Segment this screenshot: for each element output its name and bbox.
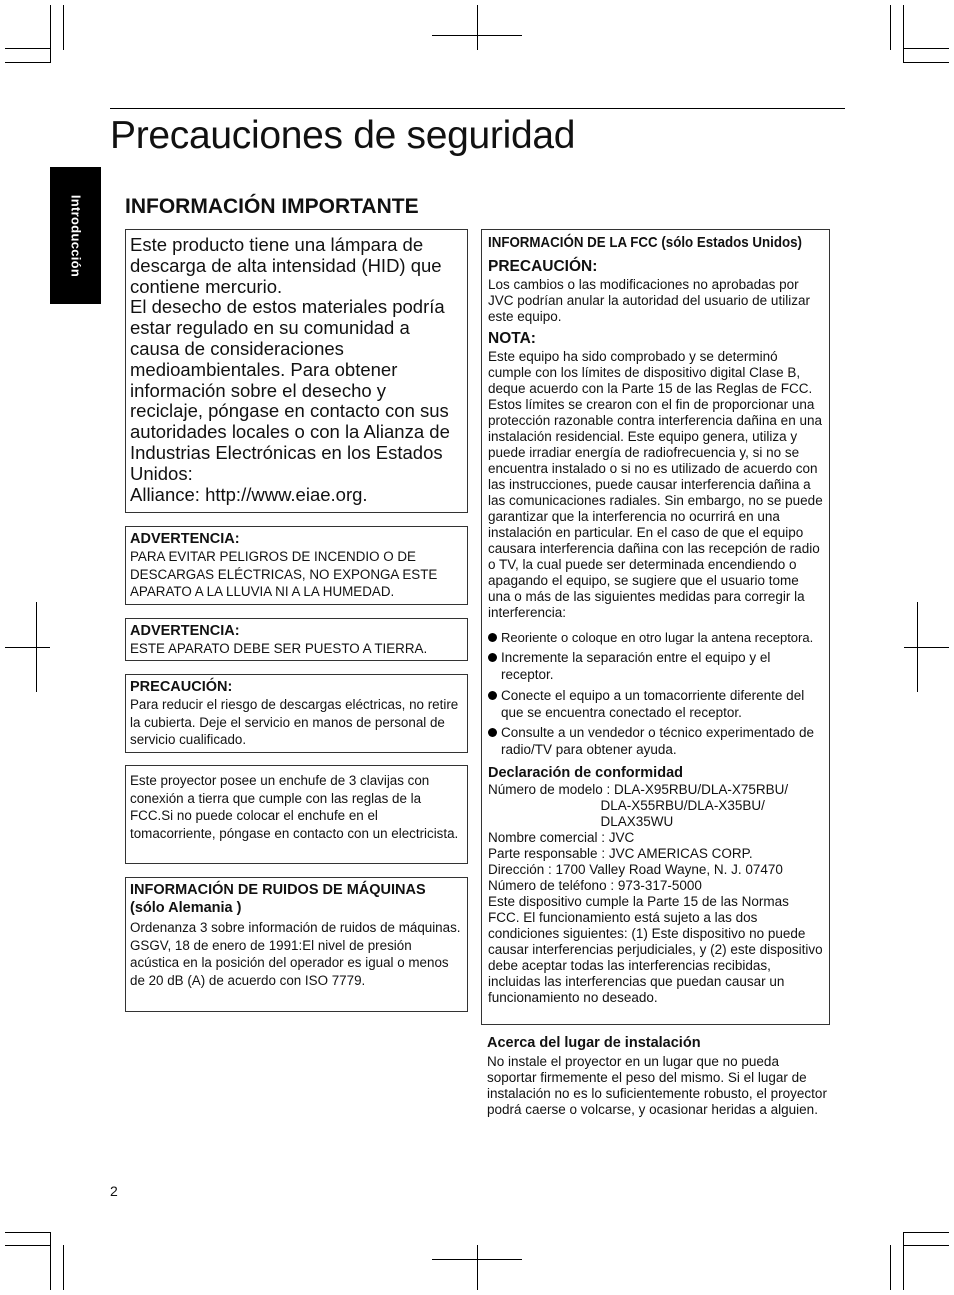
important-info-box: [125, 229, 468, 513]
bullet-icon: [488, 653, 497, 662]
warning-text: ESTE APARATO DEBE SER PUESTO A TIERRA.: [130, 641, 428, 656]
warning-text: PARA EVITAR PELIGROS DE INCENDIO O DE DESCARGAS ELÉCTRICAS, NO EXPONGA ESTE APARATO A LA LLUVIA NI A LA HUMEDAD.: [130, 549, 438, 599]
plug-note-box: [125, 765, 468, 864]
machine-noise-heading: INFORMACIÓN DE RUIDOS DE MÁQUINAS (sólo Alemania ): [130, 882, 426, 916]
page-title: Precauciones de seguridad: [110, 114, 576, 157]
section-tab-label: Introducción: [68, 194, 83, 277]
declaration-heading: Declaración de conformidad: [488, 765, 683, 782]
caution-box: [125, 674, 468, 753]
page-number: 2: [110, 1183, 118, 1199]
declaration-line: Número de modelo : DLA-X95RBU/DLA-X75RBU/: [488, 782, 789, 798]
list-item: Reoriente o coloque en otro lugar la antena receptora.: [488, 629, 823, 646]
declaration-line: Número de teléfono : 973-317-5000: [488, 878, 702, 894]
caution-text: Para reducir el riesgo de descargas eléctricas, no retire la cubierta. Deje el servicio en manos de personal de servicio cualificado.: [130, 697, 459, 747]
fcc-title: INFORMACIÓN DE LA FCC (sólo Estados Unidos): [488, 235, 802, 251]
declaration-line: Dirección : 1700 Valley Road Wayne, N. J. 07470: [488, 862, 783, 878]
section-tab: [50, 167, 101, 304]
declaration-text: Este dispositivo cumple la Parte 15 de las Normas FCC. El funcionamiento está sujeto a las dos condiciones siguientes: (1) Este dispositivo no puede causar interferencias perjudiciales, y (2) este dispositivo debe aceptar todas las interferencias recibidas, incluidas las interferencias que puedan causar un funcionamiento no deseado.: [488, 894, 823, 1006]
machine-noise-box: [125, 877, 468, 1012]
bullet-icon: [488, 691, 497, 700]
title-rule: [110, 108, 845, 109]
warning-box-ground: [125, 618, 468, 661]
important-info-line: Este producto tiene una lámpara de descarga de alta intensidad (HID) que contiene mercurio.: [130, 234, 442, 297]
warning-box-fire: [125, 526, 468, 605]
fcc-info-box: [481, 229, 830, 1025]
declaration-line: DLA-X55RBU/DLA-X35BU/: [488, 798, 765, 814]
bullet-icon: [488, 728, 497, 737]
declaration-line: Parte responsable : JVC AMERICAS CORP.: [488, 846, 753, 862]
important-info-line: El desecho de estos materiales podría estar regulado en su comunidad a causa de consideraciones medioambientales. Para obtener información sobre el desecho y reciclaje, póngase en contacto con sus autoridades locales o con la Alianza de Industrias Electrónicas en los Estados Unidos:: [130, 296, 450, 484]
installation-heading: Acerca del lugar de instalación: [487, 1035, 701, 1051]
caution-heading: PRECAUCIÓN:: [130, 679, 233, 695]
list-item: Incremente la separación entre el equipo y el receptor.: [488, 649, 823, 683]
declaration-line: DLAX35WU: [488, 814, 674, 830]
list-item: Consulte a un vendedor o técnico experimentado de radio/TV para obtener ayuda.: [488, 724, 823, 758]
plug-note-text: Este proyector posee un enchufe de 3 clavijas con conexión a tierra que cumple con las reglas de la FCC.Si no puede colocar el enchufe en el tomacorriente, póngase en contacto con un electricista.: [130, 773, 459, 841]
warning-heading: ADVERTENCIA:: [130, 623, 240, 639]
machine-noise-text: Ordenanza 3 sobre información de ruidos de máquinas. GSGV, 18 de enero de 1991:El nivel de presión acústica en la posición del operador es igual o menos de 20 dB (A) de acuerdo con ISO 7779.: [130, 920, 461, 988]
bullet-icon: [488, 633, 497, 642]
section-heading: INFORMACIÓN IMPORTANTE: [125, 195, 419, 218]
declaration-line: Nombre comercial : JVC: [488, 830, 635, 846]
fcc-measures-list: [488, 629, 823, 758]
installation-section: [487, 1033, 827, 1118]
fcc-precaution-heading: PRECAUCIÓN:: [488, 258, 598, 275]
fcc-note-text: Este equipo ha sido comprobado y se determinó cumple con los límites de dispositivo digital Clase B, deque acuerdo con la Parte 15 de las Reglas de FCC. Estos límites se crearon con el fin de proporcionar una protección razonable contra interferencia dañina en una instalación residencial. Este equipo genera, utiliza y puede irradiar energía de radiofrecuencia y, si no se encuentra instalado o si no es utilizado de acuerdo con las instrucciones, puede causar interferencia dañina a las comunicaciones radiales. Sin embargo, no se puede garantizar que la interferencia no ocurrirá en una instalación en particular. En el caso de que el equipo causara interferencia dañina con las recepción de radio o TV, la cual puede ser determinada encendiendo o apagando el equipo, se sugiere que el usuario tome una o más de las siguientes medidas para corregir la interferencia:: [488, 349, 823, 620]
fcc-note-heading: NOTA:: [488, 330, 536, 347]
important-info-line: Alliance: http://www.eiae.org.: [130, 483, 368, 505]
warning-heading: ADVERTENCIA:: [130, 531, 240, 547]
installation-text: No instale el proyector en un lugar que no pueda soportar firmemente el peso del mismo. Si el lugar de instalación no es lo suficientemente robusto, el proyector podrá caerse o volcarse, y ocasionar heridas a alguien.: [487, 1054, 827, 1117]
list-item: Conecte el equipo a un tomacorriente diferente del que se encuentra conectado el receptor.: [488, 687, 823, 721]
fcc-precaution-text: Los cambios o las modificaciones no aprobadas por JVC podrían anular la autoridad del usuario de utilizar este equipo.: [488, 277, 810, 324]
